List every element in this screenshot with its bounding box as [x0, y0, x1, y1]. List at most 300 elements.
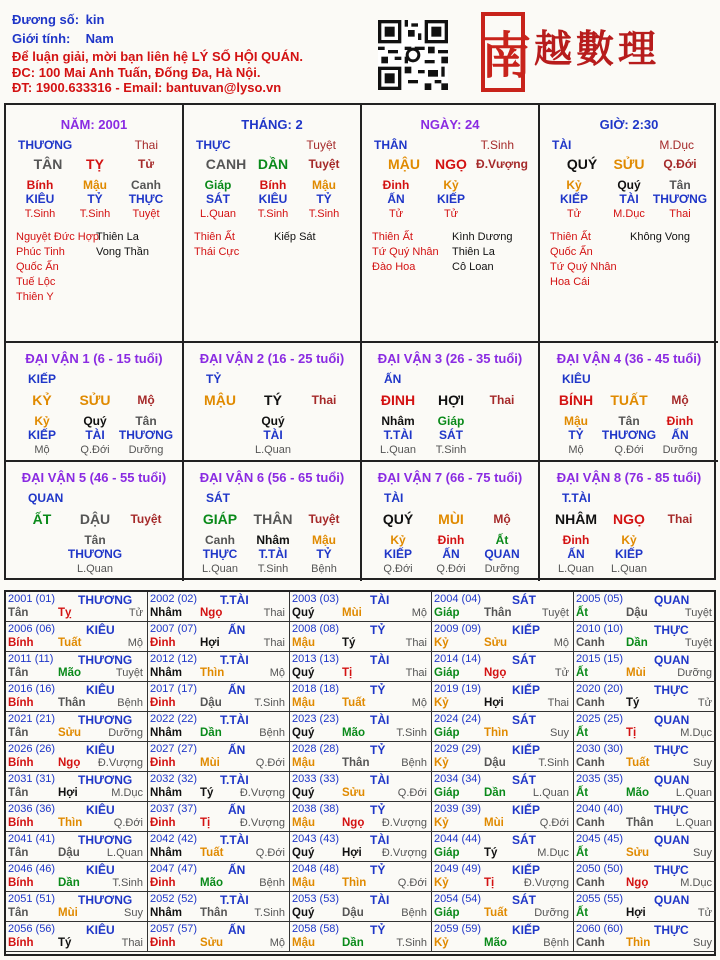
- dai-van-8[interactable]: [540, 462, 718, 581]
- year-phase: L.Quan: [675, 787, 712, 799]
- year-cell[interactable]: [574, 772, 716, 802]
- year-cell[interactable]: [148, 772, 290, 802]
- year-phase: M.Dục: [680, 877, 712, 889]
- contact-line-1: Để luận giải, mời bạn liên hệ LÝ SỐ HỘI QUÁN.: [12, 49, 303, 64]
- annual-table: [4, 590, 716, 956]
- year-cell[interactable]: [148, 652, 290, 682]
- year-cell[interactable]: [574, 682, 716, 712]
- year-label: 2007 (07): [150, 623, 198, 635]
- hidden-can: Đinh: [666, 414, 694, 428]
- year-chi: Thìn: [58, 817, 83, 829]
- year-chi: Thân: [58, 697, 86, 709]
- hidden-can: Giáp: [437, 414, 465, 428]
- hidden-god: THƯƠNG: [118, 428, 174, 442]
- year-label: 2050 (50): [576, 863, 624, 875]
- year-cell[interactable]: [574, 922, 716, 952]
- year-label: 2010 (10): [576, 623, 624, 635]
- dai-van-god: T.TÀI: [562, 491, 591, 505]
- year-cell[interactable]: [432, 802, 574, 832]
- year-phase: Tử: [554, 667, 569, 679]
- year-god: KIẾP: [512, 683, 541, 697]
- year-god: T.TÀI: [220, 653, 249, 667]
- year-cell[interactable]: [6, 592, 148, 622]
- year-label: 2049 (49): [434, 863, 482, 875]
- hidden-can: Mậu: [312, 533, 336, 547]
- year-label: 2039 (39): [434, 803, 482, 815]
- year-phase: Thai: [405, 667, 427, 679]
- hidden-phase: L.Quan: [379, 444, 417, 456]
- year-phase: Q.Đới: [539, 817, 569, 829]
- year-cell[interactable]: [432, 862, 574, 892]
- good-star: Hoa Cái: [550, 276, 590, 288]
- year-chi: Tý: [200, 787, 214, 799]
- year-cell[interactable]: [432, 892, 574, 922]
- hidden-god: ẤN: [567, 547, 585, 561]
- year-cell[interactable]: [6, 772, 148, 802]
- year-cell[interactable]: [6, 922, 148, 952]
- hidden-phase: Bệnh: [311, 563, 337, 575]
- dai-van-chi: MÙI: [438, 511, 464, 527]
- hidden-can: Tân: [669, 178, 691, 192]
- year-can: Quý: [292, 787, 315, 799]
- year-chi: Sửu: [58, 727, 82, 739]
- dai-van-can: BÍNH: [558, 392, 594, 408]
- year-phase: Dưỡng: [677, 667, 712, 679]
- year-chi: Tý: [484, 847, 498, 859]
- year-can: Giáp: [434, 787, 460, 799]
- year-cell[interactable]: [6, 622, 148, 652]
- year-label: 2016 (16): [8, 683, 56, 695]
- seal-logo: [481, 12, 531, 92]
- year-phase: Đ.Vượng: [239, 817, 285, 829]
- dai-van-title: ĐẠI VẬN 5 (46 - 55 tuổi): [21, 470, 167, 485]
- year-phase: Tuyệt: [684, 637, 712, 649]
- year-cell[interactable]: [6, 802, 148, 832]
- year-can: Quý: [292, 607, 315, 619]
- year-label: 2024 (24): [434, 713, 482, 725]
- dai-van-1[interactable]: [6, 343, 184, 462]
- year-label: 2038 (38): [292, 803, 340, 815]
- hidden-phase: T.Sinh: [435, 444, 467, 456]
- hidden-god: TÀI: [263, 428, 283, 442]
- pillar-god-phase: T.Sinh: [480, 138, 514, 152]
- dai-van-god: SÁT: [206, 491, 230, 505]
- year-god: THƯƠNG: [78, 713, 133, 727]
- year-cell[interactable]: [290, 742, 432, 772]
- year-phase: L.Quan: [106, 847, 143, 859]
- year-label: 2025 (25): [576, 713, 624, 725]
- owner-name-row: [12, 12, 303, 28]
- year-label: 2031 (31): [8, 773, 56, 785]
- year-phase: Bệnh: [259, 727, 285, 739]
- year-cell[interactable]: [148, 712, 290, 742]
- dai-van-title: ĐẠI VẬN 4 (36 - 45 tuổi): [556, 351, 702, 366]
- hidden-god: KIẾP: [614, 547, 644, 561]
- contact-line-3: ĐT: 1900.633316 - Email: bantuvan@lyso.vn: [12, 80, 282, 95]
- year-god: TỶ: [370, 863, 386, 877]
- hidden-can: Bính: [259, 178, 287, 192]
- year-can: Giáp: [434, 907, 460, 919]
- hidden-can: Tân: [135, 414, 157, 428]
- year-phase: Đ.Vượng: [97, 757, 143, 769]
- year-chi: Hợi: [626, 907, 646, 919]
- dai-van-2[interactable]: [184, 343, 362, 462]
- year-cell[interactable]: [432, 742, 574, 772]
- year-phase: Tuyệt: [115, 667, 143, 679]
- year-god: THƯƠNG: [78, 653, 133, 667]
- year-chi: Dần: [58, 877, 80, 889]
- year-god: KIẾP: [512, 923, 541, 937]
- hidden-can: Nhâm: [256, 533, 290, 547]
- year-cell[interactable]: [574, 712, 716, 742]
- hidden-can: Mậu: [564, 414, 588, 428]
- year-god: SÁT: [512, 593, 536, 607]
- year-chi: Mão: [200, 877, 223, 889]
- year-can: Ất: [576, 907, 589, 919]
- hidden-phase: Tử: [443, 208, 459, 220]
- year-cell[interactable]: [148, 862, 290, 892]
- year-cell[interactable]: [290, 622, 432, 652]
- hidden-phase: T.Sinh: [257, 563, 289, 575]
- year-god: TỶ: [370, 923, 386, 937]
- year-can: Mậu: [292, 757, 315, 769]
- chart-grid: [4, 103, 716, 580]
- year-chi: Thân: [484, 607, 512, 619]
- year-cell[interactable]: [432, 772, 574, 802]
- year-label: 2052 (52): [150, 893, 198, 905]
- hidden-can: Kỷ: [566, 178, 582, 192]
- year-phase: Tử: [128, 607, 143, 619]
- year-chi: Mùi: [342, 607, 362, 619]
- year-label: 2003 (03): [292, 593, 340, 605]
- year-can: Đinh: [150, 637, 176, 649]
- year-cell[interactable]: [432, 832, 574, 862]
- dai-van-phase: Mộ: [671, 393, 689, 407]
- bad-star: Cô Loan: [452, 261, 494, 273]
- year-label: 2034 (34): [434, 773, 482, 785]
- year-chi: Tuất: [342, 697, 366, 709]
- year-cell[interactable]: [148, 892, 290, 922]
- year-label: 2022 (22): [150, 713, 198, 725]
- year-label: 2057 (57): [150, 923, 198, 935]
- gender-label: Giới tính:: [12, 30, 71, 46]
- year-god: TÀI: [370, 833, 390, 847]
- dai-van-4[interactable]: [540, 343, 718, 462]
- year-can: Ất: [576, 787, 589, 799]
- hidden-can: Nhâm: [381, 414, 415, 428]
- year-god: TỶ: [370, 623, 386, 637]
- dai-van-can: NHÂM: [555, 511, 597, 527]
- seal-char: 南: [481, 26, 531, 85]
- year-cell[interactable]: [148, 802, 290, 832]
- year-chi: Sửu: [484, 637, 508, 649]
- year-chi: Sửu: [342, 787, 366, 799]
- hidden-can: Bính: [26, 178, 54, 192]
- year-label: 2029 (29): [434, 743, 482, 755]
- hidden-god: ẤN: [442, 547, 460, 561]
- year-can: Quý: [292, 907, 315, 919]
- year-god: KIÊU: [86, 923, 115, 937]
- year-phase: Thai: [547, 697, 569, 709]
- hidden-phase: L.Quan: [557, 563, 595, 575]
- year-cell[interactable]: [290, 592, 432, 622]
- year-can: Kỷ: [434, 817, 449, 829]
- year-cell[interactable]: [290, 832, 432, 862]
- year-label: 2060 (60): [576, 923, 624, 935]
- year-phase: Đ.Vượng: [381, 847, 427, 859]
- year-label: 2013 (13): [292, 653, 340, 665]
- year-can: Canh: [576, 637, 605, 649]
- hidden-can: Quý: [261, 414, 285, 428]
- year-cell[interactable]: [290, 682, 432, 712]
- good-star: Tuế Lộc: [16, 276, 56, 288]
- year-cell[interactable]: [574, 892, 716, 922]
- year-god: THƯƠNG: [78, 773, 133, 787]
- year-can: Tân: [8, 907, 29, 919]
- year-god: KIÊU: [86, 863, 115, 877]
- dai-van-can: MẬU: [204, 392, 236, 408]
- hidden-god: TÀI: [85, 428, 105, 442]
- hidden-phase: T.Sinh: [79, 208, 111, 220]
- year-phase: M.Dục: [680, 727, 712, 739]
- year-cell[interactable]: [6, 652, 148, 682]
- dai-van-phase: Tuyệt: [130, 512, 162, 526]
- dai-van-can: GIÁP: [202, 511, 238, 527]
- hidden-can: Canh: [205, 533, 235, 547]
- dai-van-chi: DẬU: [79, 511, 111, 527]
- bad-star: Thiên La: [452, 246, 495, 258]
- year-label: 2045 (45): [576, 833, 624, 845]
- year-god: TỶ: [370, 743, 386, 757]
- year-cell[interactable]: [148, 682, 290, 712]
- hidden-phase: Mộ: [568, 444, 584, 456]
- year-can: Canh: [576, 697, 605, 709]
- year-cell[interactable]: [574, 742, 716, 772]
- year-can: Bính: [8, 877, 34, 889]
- year-can: Bính: [8, 697, 34, 709]
- year-cell[interactable]: [6, 832, 148, 862]
- year-god: TÀI: [370, 713, 390, 727]
- year-cell[interactable]: [148, 622, 290, 652]
- pillar-chi: NGỌ: [435, 156, 467, 172]
- dai-van-phase: Mộ: [137, 393, 155, 407]
- hidden-can: Đinh: [382, 178, 410, 192]
- year-cell[interactable]: [148, 922, 290, 952]
- dai-van-5[interactable]: [6, 462, 184, 581]
- year-god: T.TÀI: [220, 713, 249, 727]
- year-can: Bính: [8, 937, 34, 949]
- good-star: Tứ Quý Nhân: [372, 246, 439, 258]
- hidden-phase: L.Quan: [254, 444, 292, 456]
- pillar-god: THƯƠNG: [18, 138, 73, 152]
- pillar-phase: Tuyệt: [308, 157, 340, 171]
- year-can: Nhâm: [150, 727, 182, 739]
- year-cell[interactable]: [290, 922, 432, 952]
- year-cell[interactable]: [290, 772, 432, 802]
- year-chi: Tỵ: [58, 607, 72, 619]
- year-chi: Mão: [342, 727, 365, 739]
- year-cell[interactable]: [290, 892, 432, 922]
- year-cell[interactable]: [148, 742, 290, 772]
- dai-van-title: ĐẠI VẬN 1 (6 - 15 tuổi): [25, 351, 163, 366]
- year-cell[interactable]: [6, 682, 148, 712]
- hidden-can: Mậu: [83, 178, 107, 192]
- year-cell[interactable]: [574, 802, 716, 832]
- year-god: KIẾP: [512, 743, 541, 757]
- good-star: Phúc Tinh: [16, 246, 65, 258]
- year-god: SÁT: [512, 773, 536, 787]
- year-phase: T.Sinh: [254, 907, 285, 919]
- year-label: 2030 (30): [576, 743, 624, 755]
- year-chi: Tý: [58, 937, 72, 949]
- year-chi: Ngọ: [342, 817, 365, 829]
- year-god: THƯƠNG: [78, 833, 133, 847]
- year-label: 2036 (36): [8, 803, 56, 815]
- year-cell[interactable]: [290, 652, 432, 682]
- header: [0, 0, 720, 100]
- year-can: Kỷ: [434, 757, 449, 769]
- year-cell[interactable]: [574, 622, 716, 652]
- year-phase: Bệnh: [401, 757, 427, 769]
- dai-van-god: QUAN: [28, 491, 64, 505]
- pillar-god: THỰC: [196, 138, 231, 152]
- year-cell[interactable]: [432, 622, 574, 652]
- year-god: T.TÀI: [220, 773, 249, 787]
- pillar-chi: DẦN: [257, 156, 289, 172]
- pillar-chi: TỴ: [86, 156, 104, 172]
- year-god: QUAN: [654, 713, 690, 727]
- year-cell[interactable]: [6, 892, 148, 922]
- year-cell[interactable]: [6, 712, 148, 742]
- year-chi: Mão: [626, 787, 649, 799]
- hidden-can: Ất: [495, 533, 509, 547]
- year-can: Mậu: [292, 877, 315, 889]
- year-cell[interactable]: [148, 592, 290, 622]
- year-phase: T.Sinh: [254, 697, 285, 709]
- hidden-god: TỶ: [316, 547, 332, 561]
- qr-code-icon[interactable]: [378, 20, 448, 90]
- year-can: Giáp: [434, 727, 460, 739]
- year-label: 2002 (02): [150, 593, 198, 605]
- hidden-god: TỶ: [316, 192, 332, 206]
- year-cell[interactable]: [432, 712, 574, 742]
- hidden-god: THỰC: [202, 547, 238, 561]
- year-phase: M.Dục: [537, 847, 569, 859]
- hidden-can: Canh: [131, 178, 161, 192]
- hidden-god: T.TÀI: [383, 428, 413, 442]
- year-chi: Thìn: [626, 937, 651, 949]
- year-chi: Thìn: [200, 667, 225, 679]
- year-phase: Suy: [124, 907, 143, 919]
- year-god: THỰC: [654, 803, 689, 817]
- year-cell[interactable]: [574, 652, 716, 682]
- year-label: 2055 (55): [576, 893, 624, 905]
- dai-van-6[interactable]: [184, 462, 362, 581]
- year-label: 2043 (43): [292, 833, 340, 845]
- year-god: QUAN: [654, 653, 690, 667]
- year-chi: Ngọ: [484, 667, 507, 679]
- year-chi: Thân: [342, 757, 370, 769]
- hidden-phase: Q.Đới: [383, 563, 413, 575]
- bad-star: Vong Thần: [96, 246, 150, 258]
- year-label: 2027 (27): [150, 743, 198, 755]
- dai-van-phase: Thai: [667, 512, 693, 526]
- dai-van-god: ẤN: [384, 372, 402, 386]
- year-phase: Đ.Vượng: [381, 817, 427, 829]
- year-phase: Thai: [405, 637, 427, 649]
- dai-van-3[interactable]: [362, 343, 540, 462]
- hidden-phase: Dưỡng: [128, 444, 164, 456]
- dai-van-7[interactable]: [362, 462, 540, 581]
- year-chi: Dần: [626, 637, 648, 649]
- year-cell[interactable]: [290, 802, 432, 832]
- year-cell[interactable]: [574, 862, 716, 892]
- year-cell[interactable]: [574, 832, 716, 862]
- year-cell[interactable]: [148, 832, 290, 862]
- hidden-phase: Q.Đới: [614, 444, 644, 456]
- pillar-god: THÂN: [374, 138, 408, 152]
- year-god: KIÊU: [86, 623, 115, 637]
- year-label: 2019 (19): [434, 683, 482, 695]
- year-chi: Sửu: [200, 937, 224, 949]
- year-chi: Dậu: [626, 607, 648, 619]
- year-can: Tân: [8, 787, 29, 799]
- year-cell[interactable]: [432, 922, 574, 952]
- year-god: T.TÀI: [220, 833, 249, 847]
- pillar-3: [540, 105, 718, 343]
- year-phase: Thai: [121, 937, 143, 949]
- dai-van-god: KIÊU: [562, 372, 591, 386]
- year-cell[interactable]: [574, 592, 716, 622]
- year-can: Canh: [576, 937, 605, 949]
- year-can: Ất: [576, 847, 589, 859]
- year-chi: Mão: [484, 937, 507, 949]
- year-cell[interactable]: [6, 862, 148, 892]
- year-cell[interactable]: [290, 712, 432, 742]
- good-star: Nguyệt Đức Hợp: [16, 231, 100, 243]
- contact-line-2: ĐC: 100 Mai Anh Tuấn, Đống Đa, Hà Nội.: [12, 64, 261, 80]
- year-phase: Thai: [263, 607, 285, 619]
- year-can: Tân: [8, 667, 29, 679]
- year-chi: Mão: [58, 667, 81, 679]
- year-phase: Mộ: [411, 697, 427, 709]
- year-can: Kỷ: [434, 697, 449, 709]
- year-can: Đinh: [150, 757, 176, 769]
- dai-van-title: ĐẠI VẬN 3 (26 - 35 tuổi): [377, 351, 523, 366]
- hidden-can: Đinh: [562, 533, 590, 547]
- year-phase: Tử: [697, 697, 712, 709]
- dai-van-phase: Tuyệt: [308, 512, 340, 526]
- year-cell[interactable]: [432, 592, 574, 622]
- year-chi: Mùi: [484, 817, 504, 829]
- year-label: 2056 (56): [8, 923, 56, 935]
- year-cell[interactable]: [6, 742, 148, 772]
- hidden-phase: Q.Đới: [436, 563, 466, 575]
- year-god: TÀI: [370, 893, 390, 907]
- hidden-can: Kỷ: [443, 178, 459, 192]
- year-cell[interactable]: [432, 682, 574, 712]
- year-cell[interactable]: [432, 652, 574, 682]
- year-label: 2059 (59): [434, 923, 482, 935]
- dai-van-title: ĐẠI VẬN 7 (66 - 75 tuổi): [377, 470, 523, 485]
- year-chi: Ngọ: [626, 877, 649, 889]
- year-label: 2051 (51): [8, 893, 56, 905]
- hidden-god: THƯƠNG: [601, 428, 657, 442]
- year-label: 2032 (32): [150, 773, 198, 785]
- year-god: THỰC: [654, 923, 689, 937]
- year-cell[interactable]: [290, 862, 432, 892]
- year-god: THỰC: [654, 743, 689, 757]
